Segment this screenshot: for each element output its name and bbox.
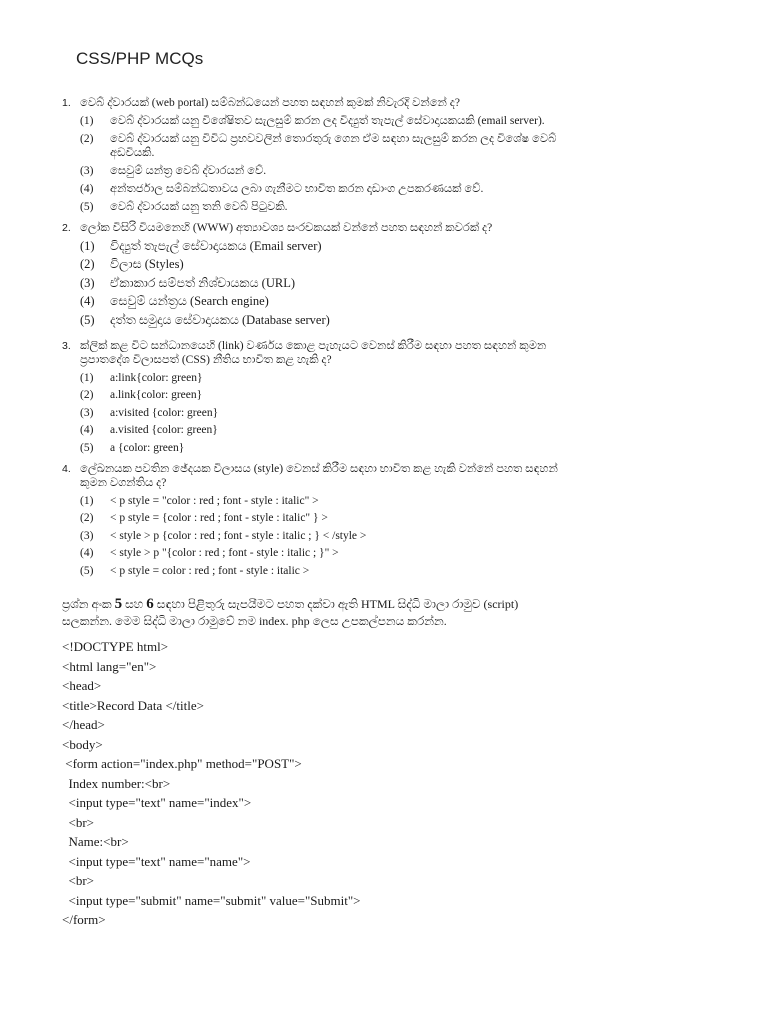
code-line: Index number:<br> (62, 775, 171, 791)
code-line: </form> (62, 912, 106, 927)
code-line: <input type="text" name="name"> (62, 853, 251, 869)
option-text: < p style = color : red ; font - style : italic > (110, 564, 310, 577)
option (80, 529, 712, 543)
option-text: වෙබ් ද්වාරයක් යනු විවිධ ප්‍රභවවලින් තොරතුරු ගෙන ඒම සඳහා සැලසුම් කරන ලද විශේෂ වෙබ් (110, 133, 557, 145)
option (80, 276, 712, 291)
code-line: <br> (62, 873, 94, 888)
option-number: (4) (80, 183, 94, 195)
option (80, 388, 712, 402)
option-number: (3) (80, 406, 94, 419)
option-number: (3) (80, 165, 94, 177)
option-text-cont: අඩවියකි. (110, 147, 155, 159)
question-text: ක්ලික් කළ විට සන්ධානයෙහි (link) වර්ණය කොළ පැහැයට වෙනස් කිරීම සඳහා පහත සඳහන් කුමන (80, 340, 547, 352)
option (80, 164, 712, 178)
html-code-listing (62, 637, 361, 930)
option (80, 371, 712, 385)
question-ref-6: 6 (146, 596, 154, 612)
option (80, 257, 712, 272)
question-number: 2. (62, 222, 71, 234)
question-4 (62, 462, 712, 578)
option (80, 114, 712, 128)
instruction-text: සහ (122, 597, 147, 611)
question-text-cont: ප්‍රපාතදේශ විලාසපත් (CSS) නීතිය භාවිත කළ හැකි ද? (80, 354, 332, 366)
option (80, 132, 712, 160)
instruction-text-cont: සලකන්න. මෙම සිද්ධි මාලා රාමුවේ නම index. php ලෙස උපකල්පනය කරන්න. (62, 614, 447, 628)
option-text: විද්‍යුත් තැපැල් සේවාදායකය (Email server) (110, 238, 322, 253)
question-text-cont: කුමන වගන්තිය ද? (80, 477, 167, 489)
option-number: (5) (80, 312, 95, 327)
option (80, 182, 712, 196)
question-ref-5: 5 (114, 596, 123, 612)
option-text: a:visited {color: green} (110, 406, 219, 419)
option-text: දත්ත සමුදාය සේවාදායකය (Database server) (110, 312, 330, 327)
option-number: (1) (80, 115, 94, 127)
option (80, 441, 712, 455)
question-2 (62, 221, 712, 328)
code-line: <html lang="en"> (62, 658, 157, 674)
option-text: a.visited {color: green} (110, 424, 218, 436)
option-number: (2) (80, 133, 94, 145)
option-text: < p style = {color : red ; font - style : italic" } > (110, 512, 328, 524)
option-text: a:link{color: green} (110, 371, 203, 384)
question-text: වෙබ් ද්වාරයක් (web portal) සම්බන්ධයෙන් පහත සඳහන් කුමක් නිවැරදි වන්නේ ද? (80, 97, 460, 109)
option-number: (2) (80, 512, 94, 524)
question-number: 1. (62, 97, 71, 109)
code-line: <title>Record Data </title> (62, 697, 204, 713)
option-text: වෙබ් ද්වාරයක් යනු තනි වෙබ් පිටුවකි. (110, 201, 288, 213)
option-text: වෙබ් ද්වාරයක් යනු විශේෂිතව සැලසුම් කරන ලද විද්‍යුත් තැපැල් සේවාදායකයකි (email server). (110, 115, 545, 127)
option-number: (1) (80, 371, 94, 384)
option-text: < p style = "color : red ; font - style : italic" > (110, 494, 319, 507)
option-number: (2) (80, 257, 95, 272)
option-text: < style > p "{color : red ; font - style : italic ; }" > (110, 547, 339, 559)
instruction-text: සඳහා පිළිතුරු සැපයීමට පහත දක්වා ඇති HTML සිද්ධි මාලා රාමුව (script) (153, 597, 519, 611)
option (80, 546, 712, 560)
code-line: <body> (62, 736, 103, 752)
instruction-paragraph (62, 596, 722, 630)
option (80, 511, 712, 525)
option (80, 239, 712, 254)
option (80, 423, 712, 437)
option (80, 406, 712, 420)
option-text: විලාස (Styles) (110, 257, 184, 272)
question-text: ලේඛනයක පවතින ඡේදයක විලාසය (style) වෙනස් කිරීම සඳහා භාවිත කළ හැකි වන්නේ පහත සඳහන් (80, 463, 558, 475)
question-number: 3. (62, 340, 71, 352)
code-line: <head> (62, 678, 102, 693)
option (80, 313, 712, 328)
option-number: (5) (80, 201, 94, 213)
question-1 (62, 96, 712, 214)
option-number: (4) (80, 424, 94, 436)
code-line: <input type="text" name="index"> (62, 795, 252, 810)
code-line: Name:<br> (62, 834, 129, 849)
question-number: 4. (62, 463, 71, 475)
option-text: < style > p {color : red ; font - style : italic ; } < /style > (110, 529, 367, 542)
option-number: (5) (80, 441, 94, 454)
instruction-text: ප්‍රශ්න අංක (62, 597, 115, 611)
code-line: <!DOCTYPE html> (62, 639, 169, 654)
code-line: </head> (62, 717, 105, 732)
option-text: සෙවුම් යන්ත්‍ර වෙබ් ද්වාරයන් වේ. (110, 165, 267, 177)
option-number: (1) (80, 494, 94, 507)
page-title: CSS/PHP MCQs (76, 49, 204, 68)
code-line: <input type="submit" name="submit" value="Submit"> (62, 892, 361, 908)
option-text: අන්තර්ජාල සම්බන්ධතාවය ලබා ගැනීමට භාවිත කරන දෘඩාංග උපකරණයක් වේ. (110, 183, 484, 195)
option-number: (3) (80, 529, 94, 542)
option-number: (5) (80, 564, 94, 577)
code-line: <form action="index.php" method="POST"> (62, 756, 302, 771)
question-text: ලෝක විසිරි වියමනෙහි (WWW) අත්‍යාවශ්‍ය සංරචකයක් වන්නේ පහත සඳහන් කවරක් ද? (80, 222, 493, 234)
option-text: a {color: green} (110, 441, 185, 454)
option-text: a.link{color: green} (110, 389, 203, 401)
option-number: (2) (80, 389, 94, 401)
option (80, 200, 712, 214)
option-number: (3) (80, 275, 95, 290)
option-number: (4) (80, 547, 94, 559)
option (80, 564, 712, 578)
option-text: සෙවුම් යන්ත්‍රය (Search engine) (110, 294, 269, 309)
option (80, 294, 712, 309)
option-text: ඒකාකාර සම්පත් නිශ්චායකය (URL) (110, 275, 296, 290)
code-line: <br> (62, 814, 94, 830)
option-number: (1) (80, 238, 95, 253)
question-3 (62, 339, 712, 455)
option (80, 494, 712, 508)
option-number: (4) (80, 294, 95, 309)
